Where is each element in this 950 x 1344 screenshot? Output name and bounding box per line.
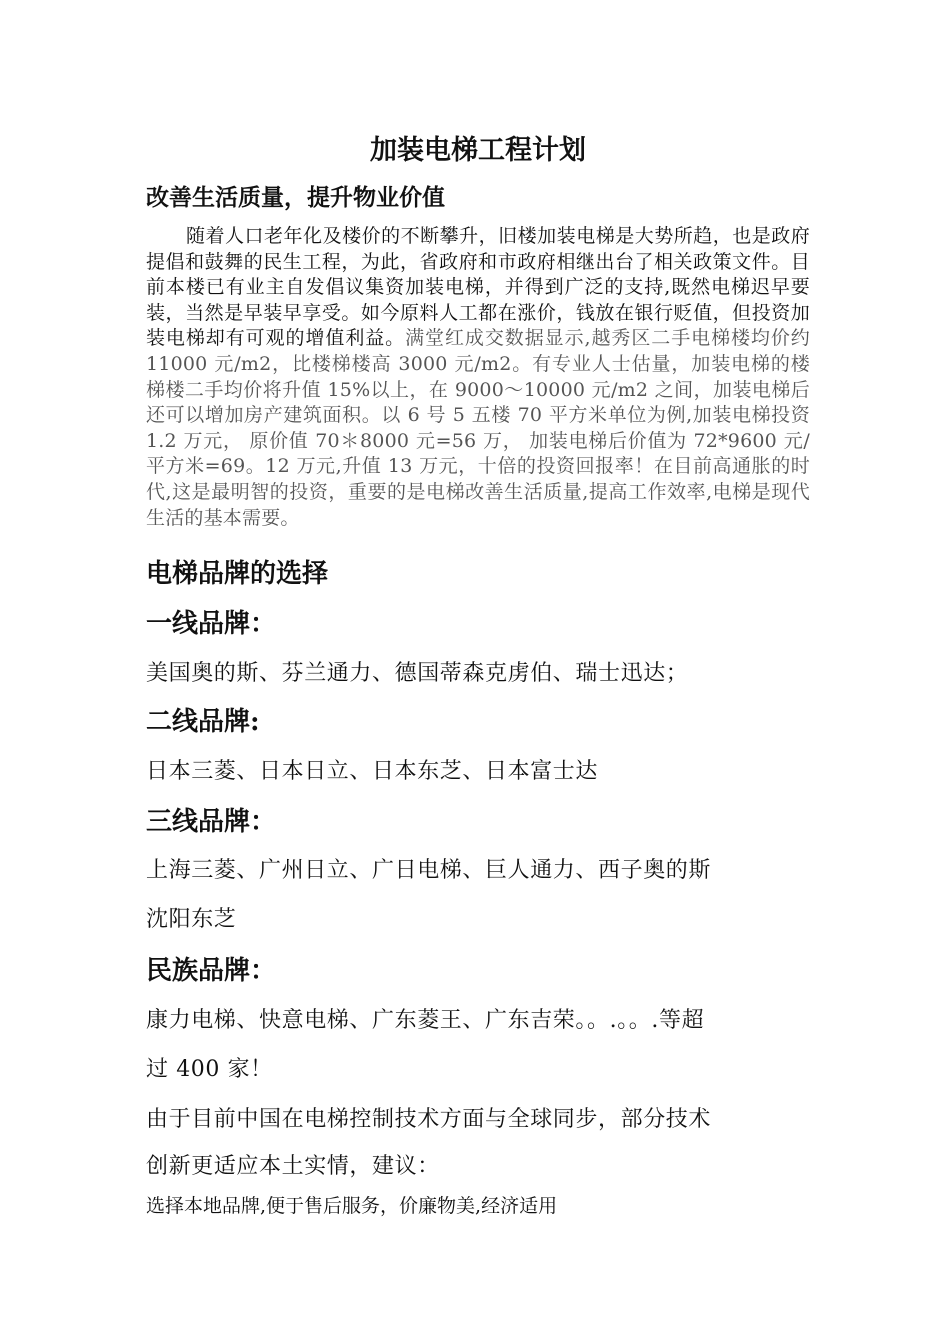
tier1-heading: 一线品牌： bbox=[146, 609, 277, 639]
national-heading: 民族品牌： bbox=[146, 956, 277, 986]
tier2-brands: 日本三菱、日本日立、日本东芝、日本富士达 bbox=[146, 759, 599, 784]
national-brands-line1: 康力电梯、快意电梯、广东菱王、广东吉荣。。.。。.等超 bbox=[146, 1008, 705, 1033]
tier2-heading: 二线品牌: bbox=[146, 707, 260, 737]
advice-line1: 由于目前中国在电梯控制技术方面与全球同步，部分技术 bbox=[146, 1107, 712, 1132]
intro-paragraph bbox=[146, 224, 810, 531]
document-title: 加装电梯工程计划 bbox=[370, 135, 586, 166]
tier3-heading: 三线品牌： bbox=[146, 807, 277, 837]
intro-text-main: 随着人口老年化及楼价的不断攀升，旧楼加装电梯是大势所趋，也是政府提倡和鼓舞的民生工程，为此，省政府和市政府相继出台了相关政策文件。目前本楼已有业主自发倡议集资加装电梯，并得到广泛的支持,既然电梯迟早要装，当然是早装早享受。如今原料人工都在涨价，钱放在银行贬值，但投资加装电梯却有可观的增值利益。 bbox=[146, 225, 810, 350]
tier1-brands: 美国奥的斯、芬兰通力、德国蒂森克虏伯、瑞士迅达； bbox=[146, 661, 689, 686]
national-brands-line2: 过 400 家！ bbox=[146, 1057, 273, 1082]
intro-text-statistics: 满堂红成交数据显示,越秀区二手电梯楼均价约 11000 元/m2，比楼梯楼高 3000 元/m2。有专业人士估量，加装电梯的楼梯楼二手均价将升值 15%以上，在 9000～10000 元/m2 之间，加装电梯后还可以增加房产建筑面积。以 6 号 5 五楼 70 平方米单位为例,加装电梯投资 1.2 万元， 原价值 70＊8000 元=56 万， 加装电梯后价值为 72*9600 元/平方米=69。12 万元,升值 13 万元，十倍的投资回报率！在目前高通胀的时代,这是最明智的投资，重要的是电梯改善生活质量,提高工作效率,电梯是现代生活的基本需要。 bbox=[146, 327, 810, 529]
brand-section-heading: 电梯品牌的选择 bbox=[146, 559, 329, 589]
document-subtitle: 改善生活质量，提升物业价值 bbox=[146, 184, 445, 211]
recommendation-text: 选择本地品牌,便于售后服务，价廉物美,经济适用 bbox=[146, 1195, 558, 1217]
tier3-brands-line2: 沈阳东芝 bbox=[146, 907, 237, 932]
tier3-brands-line1: 上海三菱、广州日立、广日电梯、巨人通力、西子奥的斯 bbox=[146, 858, 712, 883]
advice-line2: 创新更适应本土实情，建议： bbox=[146, 1154, 440, 1179]
